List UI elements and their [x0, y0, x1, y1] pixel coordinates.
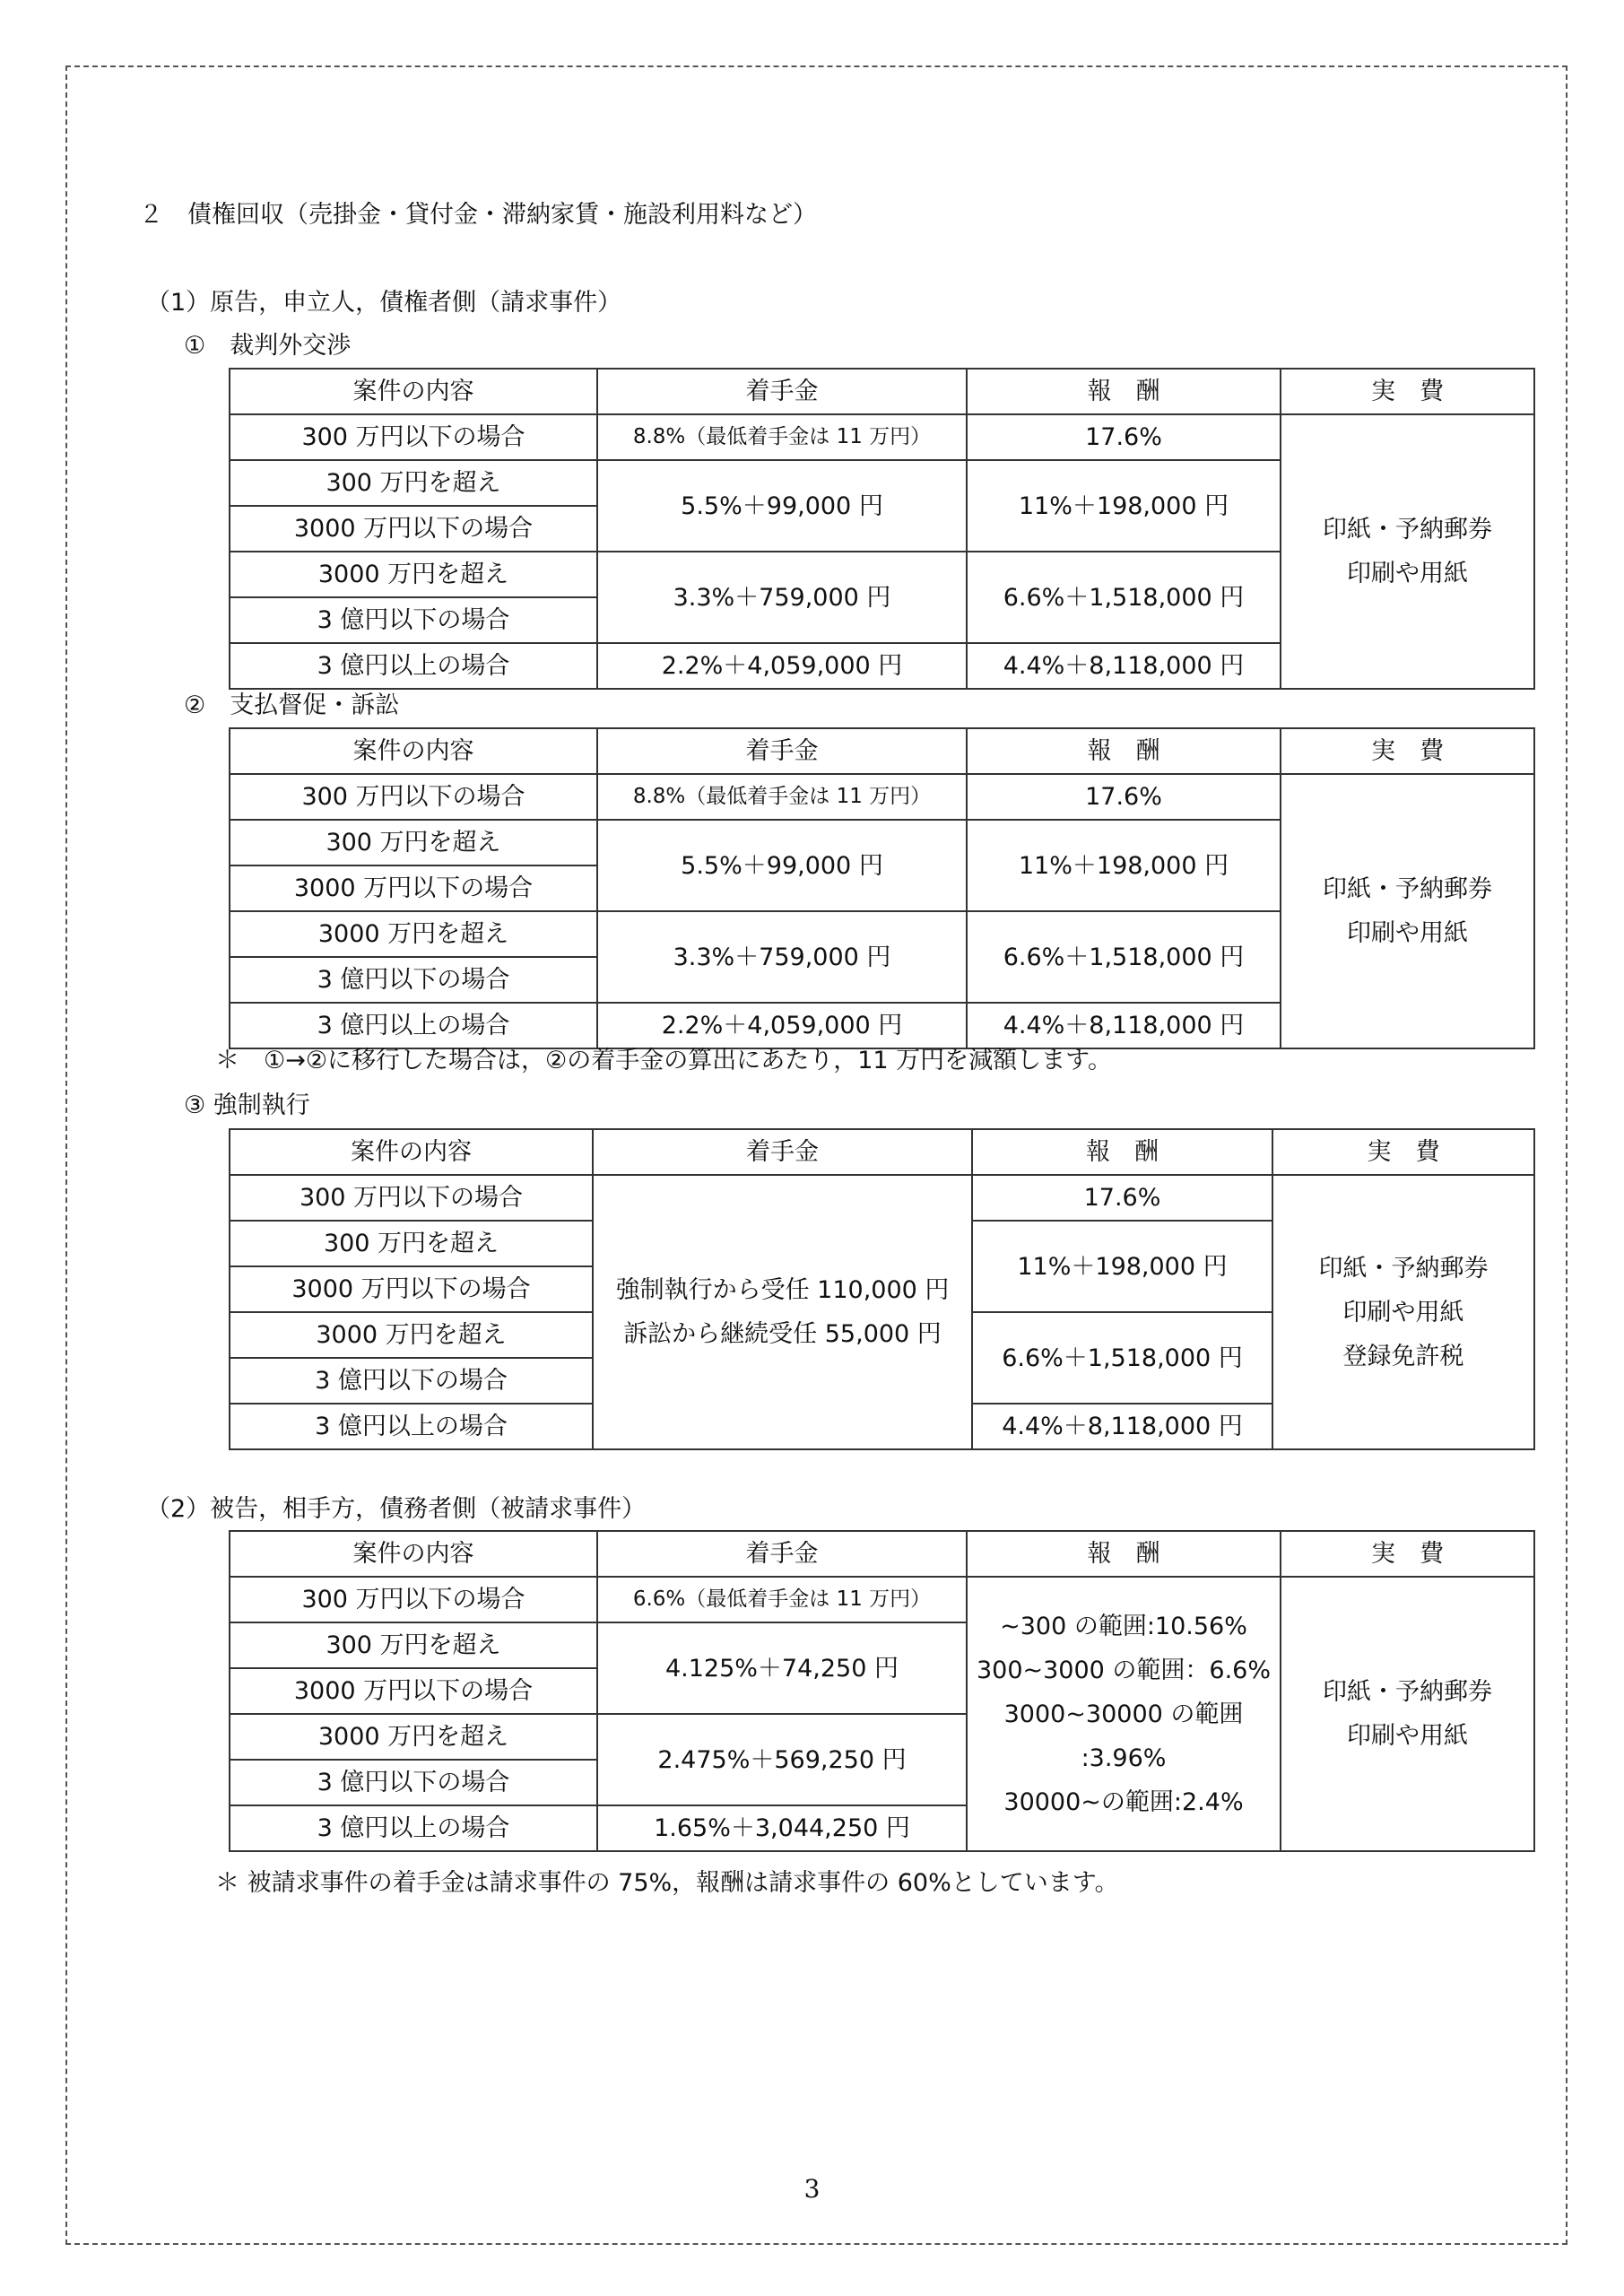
- header-case: 案件の内容: [230, 369, 597, 414]
- case-cell: 3 億円以上の場合: [230, 1404, 593, 1449]
- case-cell: 300 万円以下の場合: [230, 414, 597, 460]
- retainer-cell: 5.5%＋99,000 円: [597, 460, 967, 552]
- subsection-2-title: （2）被告，相手方，債務者側（被請求事件）: [146, 1495, 647, 1523]
- table-1-title: ① 裁判外交渉: [184, 332, 352, 360]
- header-expense: 実 費: [1281, 728, 1534, 774]
- retainer-cell: 6.6%（最低着手金は 11 万円）: [597, 1577, 967, 1622]
- note-defense: ＊ 被請求事件の着手金は請求事件の 75%，報酬は請求事件の 60%としています。: [215, 1869, 1119, 1897]
- table-header-row: [230, 1531, 1534, 1577]
- case-cell: 3000 万円を超え: [230, 1714, 597, 1760]
- header-reward: 報 酬: [972, 1129, 1272, 1175]
- reward-cell: 6.6%＋1,518,000 円: [967, 552, 1281, 643]
- retainer-cell: 4.125%＋74,250 円: [597, 1622, 967, 1714]
- header-reward: 報 酬: [967, 1531, 1281, 1577]
- retainer-cell: 2.475%＋569,250 円: [597, 1714, 967, 1805]
- case-cell: 3 億円以上の場合: [230, 643, 597, 689]
- table-header-row: [230, 728, 1534, 774]
- retainer-cell: 1.65%＋3,044,250 円: [597, 1805, 967, 1851]
- reward-cell: 4.4%＋8,118,000 円: [972, 1404, 1272, 1449]
- reward-cell: [967, 1577, 1281, 1851]
- expense-cell: [1281, 414, 1534, 689]
- reward-cell: 11%＋198,000 円: [967, 820, 1281, 911]
- retainer-line: 強制執行から受任 110,000 円: [615, 1276, 950, 1304]
- table-row: [230, 1577, 1534, 1622]
- expense-line: 印刷や用紙: [1347, 919, 1468, 947]
- retainer-cell: 3.3%＋759,000 円: [597, 552, 967, 643]
- case-cell: 3 億円以下の場合: [230, 957, 597, 1003]
- header-retainer: 着手金: [593, 1129, 972, 1175]
- case-cell: 3 億円以上の場合: [230, 1805, 597, 1851]
- expense-line: 印紙・予納郵券: [1323, 1678, 1492, 1706]
- case-cell: 3 億円以下の場合: [230, 1358, 593, 1404]
- case-cell: 300 万円を超え: [230, 1221, 593, 1266]
- case-cell: 300 万円を超え: [230, 820, 597, 865]
- header-case: 案件の内容: [230, 1129, 593, 1175]
- header-retainer: 着手金: [597, 728, 967, 774]
- case-cell: 300 万円以下の場合: [230, 774, 597, 820]
- reward-line: 30000~の範囲:2.4%: [1003, 1787, 1244, 1816]
- retainer-cell: 2.2%＋4,059,000 円: [597, 643, 967, 689]
- reward-cell: 4.4%＋8,118,000 円: [967, 1003, 1281, 1048]
- reward-cell: 17.6%: [967, 774, 1281, 820]
- retainer-cell: 3.3%＋759,000 円: [597, 911, 967, 1003]
- table-row: [230, 414, 1534, 460]
- header-reward: 報 酬: [967, 369, 1281, 414]
- retainer-line: 訴訟から継続受任 55,000 円: [623, 1320, 942, 1348]
- expense-line: 印紙・予納郵券: [1323, 516, 1492, 544]
- fee-table-negotiation: [229, 368, 1535, 690]
- reward-cell: 4.4%＋8,118,000 円: [967, 643, 1281, 689]
- header-expense: 実 費: [1272, 1129, 1534, 1175]
- expense-line: 印紙・予納郵券: [1323, 875, 1492, 903]
- retainer-cell: 5.5%＋99,000 円: [597, 820, 967, 911]
- reward-line: 300~3000 の範囲：6.6%: [976, 1656, 1272, 1684]
- section-title: ２ 債権回収（売掛金・貸付金・滞納家賃・施設利用料など）: [139, 201, 817, 229]
- reward-cell: 17.6%: [972, 1175, 1272, 1221]
- reward-line: 3000~30000 の範囲: [1003, 1700, 1244, 1728]
- subsection-1-title: （1）原告，申立人，債権者側（請求事件）: [146, 289, 622, 317]
- expense-cell: [1272, 1175, 1534, 1449]
- retainer-cell: 2.2%＋4,059,000 円: [597, 1003, 967, 1048]
- retainer-cell: 8.8%（最低着手金は 11 万円）: [597, 774, 967, 820]
- retainer-cell: [593, 1175, 972, 1449]
- expense-line: 印刷や用紙: [1347, 1722, 1468, 1750]
- expense-cell: [1281, 774, 1534, 1048]
- table-3-title: ③ 強制執行: [184, 1091, 310, 1119]
- reward-cell: 17.6%: [967, 414, 1281, 460]
- case-cell: 3 億円以上の場合: [230, 1003, 597, 1048]
- header-case: 案件の内容: [230, 728, 597, 774]
- table-row: [230, 1175, 1534, 1221]
- table-header-row: [230, 1129, 1534, 1175]
- fee-table-litigation: [229, 727, 1535, 1049]
- case-cell: 3000 万円以下の場合: [230, 865, 597, 911]
- fee-table-defense: [229, 1530, 1535, 1852]
- reward-cell: 6.6%＋1,518,000 円: [967, 911, 1281, 1003]
- case-cell: 300 万円以下の場合: [230, 1175, 593, 1221]
- header-expense: 実 費: [1281, 369, 1534, 414]
- expense-cell: [1281, 1577, 1534, 1851]
- case-cell: 3000 万円を超え: [230, 1312, 593, 1358]
- fee-table-enforcement: [229, 1128, 1535, 1450]
- reward-cell: 11%＋198,000 円: [972, 1221, 1272, 1312]
- reward-cell: 6.6%＋1,518,000 円: [972, 1312, 1272, 1404]
- case-cell: 300 万円を超え: [230, 460, 597, 506]
- header-retainer: 着手金: [597, 369, 967, 414]
- case-cell: 3000 万円以下の場合: [230, 1668, 597, 1714]
- case-cell: 3000 万円を超え: [230, 911, 597, 957]
- retainer-cell: 8.8%（最低着手金は 11 万円）: [597, 414, 967, 460]
- reward-cell: 11%＋198,000 円: [967, 460, 1281, 552]
- header-reward: 報 酬: [967, 728, 1281, 774]
- reward-line: :3.96%: [1081, 1744, 1167, 1772]
- expense-line: 印刷や用紙: [1342, 1298, 1464, 1326]
- case-cell: 300 万円以下の場合: [230, 1577, 597, 1622]
- expense-line: 印紙・予納郵券: [1318, 1254, 1489, 1283]
- page-number: 3: [803, 2174, 821, 2204]
- header-case: 案件の内容: [230, 1531, 597, 1577]
- expense-line: 印刷や用紙: [1347, 560, 1468, 587]
- case-cell: 3 億円以下の場合: [230, 1760, 597, 1805]
- table-2-title: ② 支払督促・訴訟: [184, 691, 400, 719]
- case-cell: 3000 万円以下の場合: [230, 506, 597, 552]
- case-cell: 300 万円を超え: [230, 1622, 597, 1668]
- table-row: [230, 774, 1534, 820]
- table-header-row: [230, 369, 1534, 414]
- case-cell: 3 億円以下の場合: [230, 597, 597, 643]
- header-expense: 実 費: [1281, 1531, 1534, 1577]
- case-cell: 3000 万円を超え: [230, 552, 597, 597]
- expense-line: 登録免許税: [1342, 1342, 1464, 1370]
- header-retainer: 着手金: [597, 1531, 967, 1577]
- reward-line: ~300 の範囲:10.56%: [1000, 1612, 1247, 1640]
- case-cell: 3000 万円以下の場合: [230, 1266, 593, 1312]
- note-transfer: ＊ ①→②に移行した場合は，②の着手金の算出にあたり，11 万円を減額します。: [215, 1047, 1113, 1074]
